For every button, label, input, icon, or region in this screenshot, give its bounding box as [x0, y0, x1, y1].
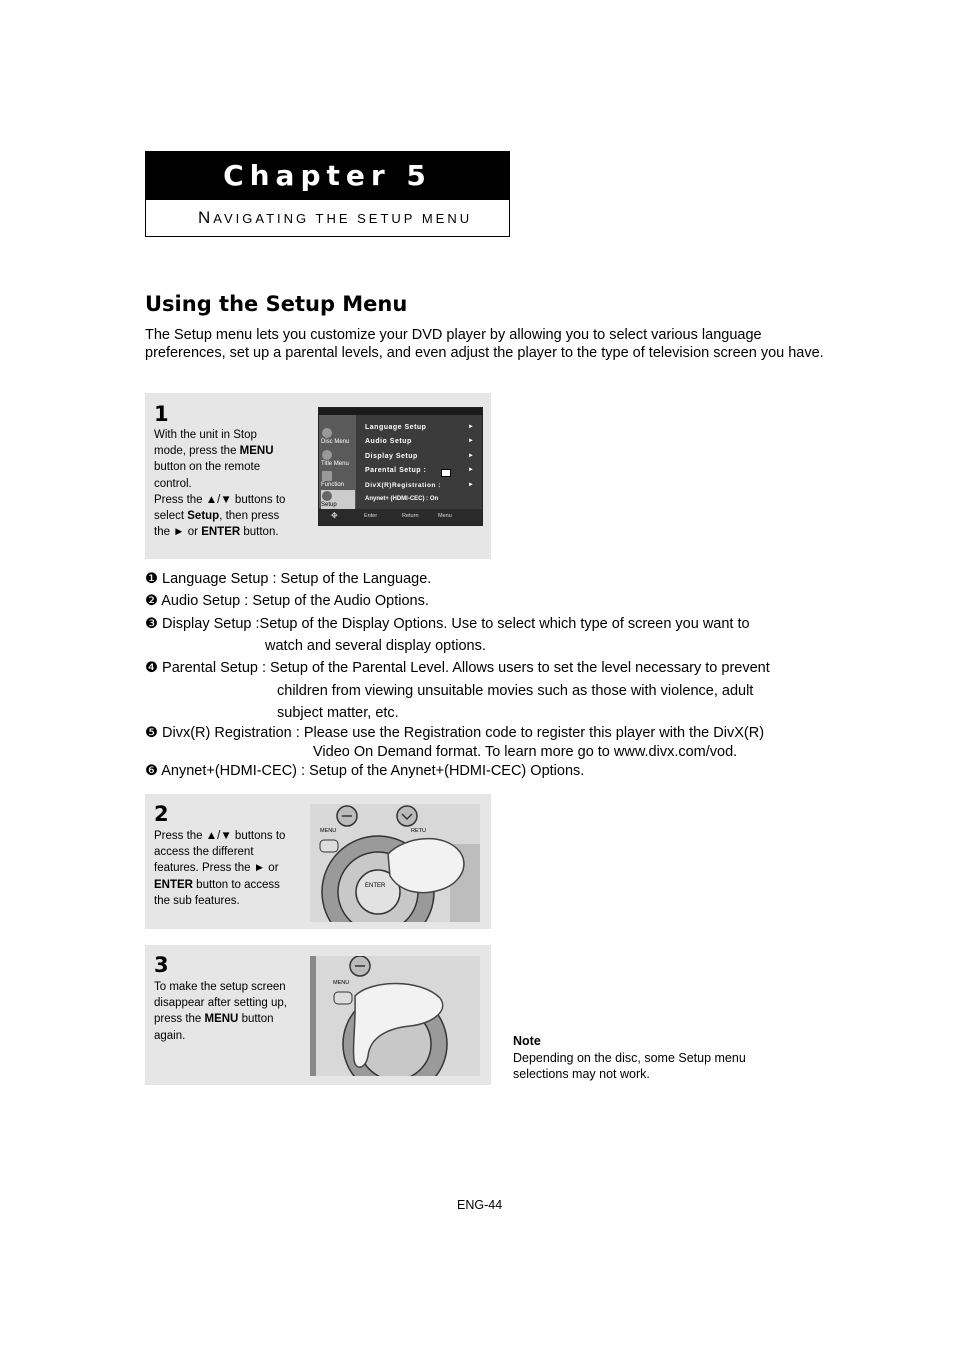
- list-item-parental: ❹ Parental Setup : Setup of the Parental Level. Allows users to set the level necessary to prevent: [145, 660, 770, 676]
- disc-icon: [322, 428, 332, 438]
- list-item-language: ❶ Language Setup : Setup of the Language.: [145, 571, 432, 587]
- menu-item-audio-setup: Audio Setup: [365, 438, 412, 445]
- step-2-instructions: Press the ▲/▼ buttons to access the different features. Press the ► or ENTER button to access the sub features.: [154, 830, 286, 907]
- lock-icon: [441, 469, 451, 477]
- page-number: ENG-44: [457, 1198, 503, 1212]
- section-title: Using the Setup Menu: [145, 292, 408, 316]
- sidebar-item-title-menu: Title Menu: [321, 450, 355, 467]
- sidebar-item-disc-menu: Disc Menu: [321, 428, 355, 445]
- step-2-panel: [145, 794, 491, 929]
- step-1-instructions: With the unit in Stop mode, press the MENU button on the remote control. Press the ▲/▼ buttons to select Setup, then press the ► or ENTER button.: [154, 429, 286, 539]
- step-number: 3: [154, 953, 169, 977]
- note-title: Note: [513, 1034, 541, 1048]
- return-button-label: RETU: [411, 828, 426, 834]
- step-3-panel: [145, 945, 491, 1085]
- intro-paragraph: The Setup menu lets you customize your DVD player by allowing you to select various language preferences, set up a parental levels, and even adjust the player to the type of television screen you have.: [145, 327, 824, 361]
- list-item-parental-cont: subject matter, etc.: [277, 705, 399, 721]
- menu-button-label: MENU: [320, 828, 337, 834]
- list-item-display-cont: watch and several display options.: [265, 638, 486, 654]
- setup-menu-screen: [318, 407, 483, 526]
- menu-item-language-setup: Language Setup: [365, 424, 427, 431]
- menu-item-anynet: Anynet+ (HDMI-CEC) : On: [365, 496, 439, 502]
- remote-control-photo: [310, 956, 480, 1076]
- list-item-display: ❸ Display Setup :Setup of the Display Options. Use to select which type of screen you want to: [145, 616, 750, 632]
- menu-sidebar: [319, 415, 356, 508]
- list-item-anynet: ❻ Anynet+(HDMI-CEC) : Setup of the Anynet+(HDMI-CEC) Options.: [145, 763, 585, 779]
- step-1-panel: [145, 393, 491, 559]
- arrow-right-icon: ►: [468, 424, 474, 430]
- arrow-right-icon: ►: [468, 453, 474, 459]
- arrow-right-icon: ►: [468, 482, 474, 488]
- sidebar-item-function: Function: [321, 471, 355, 488]
- function-icon: [322, 471, 332, 481]
- chapter-subtitle: NAVIGATING THE SETUP MENU: [198, 208, 473, 227]
- title-icon: [322, 450, 332, 460]
- arrow-right-icon: ►: [468, 467, 474, 473]
- chapter-title: Chapter 5: [146, 152, 509, 200]
- footer-menu: Menu: [438, 513, 452, 519]
- gear-icon: [322, 491, 332, 501]
- footer-enter: Enter: [364, 513, 378, 519]
- step-3-instructions: To make the setup screen disappear after setting up, press the MENU button again.: [154, 981, 287, 1042]
- arrow-right-icon: ►: [468, 438, 474, 444]
- menu-footer: [319, 509, 482, 525]
- list-item-divx: ❺ Divx(R) Registration : Please use the Registration code to register this player with the DivX(R): [145, 725, 765, 741]
- list-item-divx-cont: Video On Demand format. To learn more go to www.divx.com/vod.: [313, 744, 738, 760]
- list-item-audio: ❷ Audio Setup : Setup of the Audio Options.: [145, 593, 429, 609]
- menu-item-display-setup: Display Setup: [365, 453, 418, 460]
- sidebar-item-setup: Setup: [321, 490, 355, 509]
- menu-button-label: MENU: [333, 980, 350, 986]
- menu-item-divx-registration: DivX(R)Registration :: [365, 482, 441, 489]
- enter-button-label: ENTER: [365, 883, 386, 889]
- remote-control-photo: [310, 804, 480, 922]
- menu-item-parental-setup: Parental Setup :: [365, 467, 427, 474]
- dpad-icon: ✥: [331, 511, 338, 520]
- step-number: 1: [154, 402, 169, 426]
- note-body: Depending on the disc, some Setup menu selections may not work.: [513, 1051, 746, 1081]
- list-item-parental-cont: children from viewing unsuitable movies such as those with violence, adult: [277, 683, 754, 699]
- step-number: 2: [154, 802, 169, 826]
- chapter-banner: [145, 151, 510, 237]
- footer-return: Return: [402, 513, 419, 519]
